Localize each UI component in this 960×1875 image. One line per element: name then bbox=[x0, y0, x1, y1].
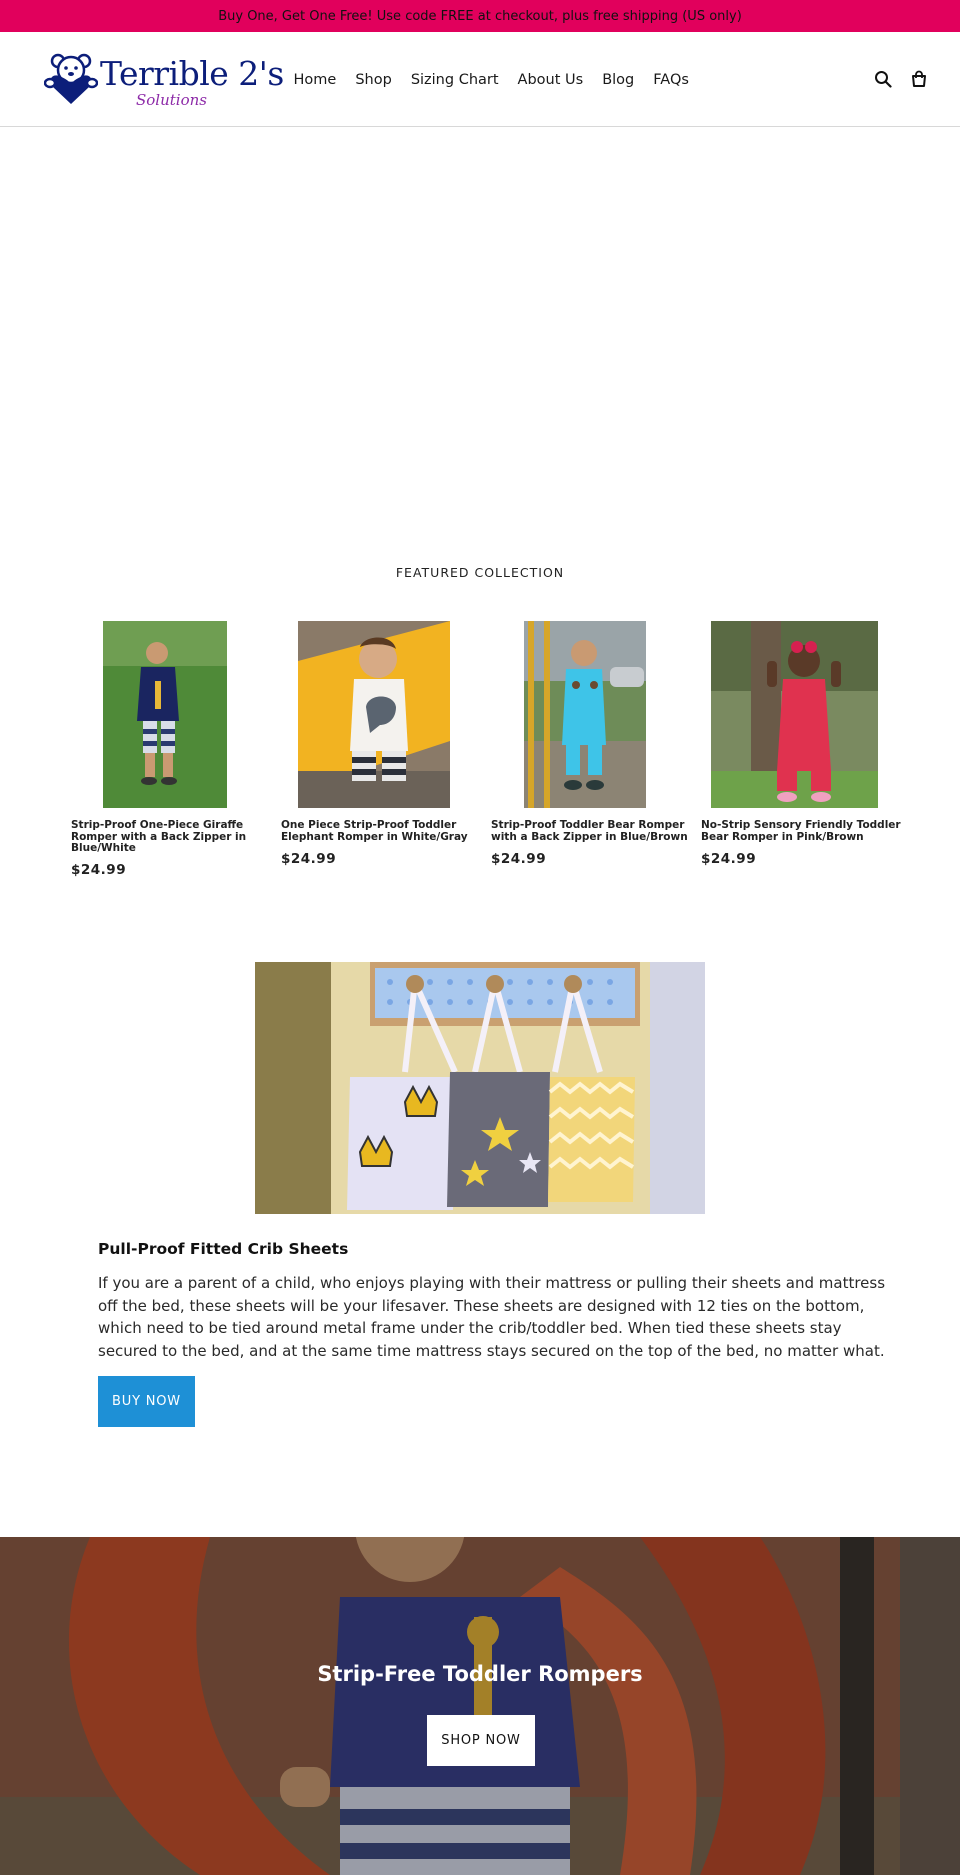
teddy-bear-heart-icon bbox=[44, 52, 98, 106]
product-price: $24.99 bbox=[281, 851, 337, 867]
search-icon[interactable] bbox=[872, 68, 894, 90]
nav-item-sizing-chart[interactable]: Sizing Chart bbox=[410, 71, 499, 88]
main-nav bbox=[284, 32, 698, 127]
logo[interactable] bbox=[44, 48, 284, 110]
logo-name: Terrible 2's bbox=[100, 54, 284, 93]
header-icons bbox=[858, 68, 930, 90]
product-price: $24.99 bbox=[701, 851, 757, 867]
product-image[interactable] bbox=[524, 621, 646, 808]
product-image[interactable] bbox=[298, 621, 450, 808]
rompers-banner-image bbox=[0, 1537, 960, 1875]
product-name[interactable]: Strip-Proof Toddler Bear Romper with a Back Zipper in Blue/Brown bbox=[491, 819, 688, 843]
product-price: $24.99 bbox=[491, 851, 547, 867]
nav-item-home[interactable]: Home bbox=[293, 71, 337, 88]
announcement-text: Buy One, Get One Free! Use code FREE at checkout, plus free shipping (US only) bbox=[218, 8, 742, 24]
shop-now-button[interactable]: SHOP NOW bbox=[427, 1715, 535, 1766]
nav-item-blog[interactable]: Blog bbox=[602, 71, 635, 88]
nav-item-faqs[interactable]: FAQs bbox=[653, 71, 689, 88]
crib-sheets-image bbox=[255, 962, 705, 1214]
product-image[interactable] bbox=[711, 621, 878, 808]
product-grid bbox=[71, 621, 901, 881]
promo-description: If you are a parent of a child, who enjoys playing with their mattress or pulling their sheets and mattress off the bed, these sheets will be your lifesaver. These sheets are designed with 12 ties on the bottom, which need to be tied around metal frame under the crib/toddler bed. When tied these sheets stay secured to the bed, and at the same time mattress stays secured on the top of the bed, no matter what. bbox=[98, 1274, 886, 1360]
site-header bbox=[0, 32, 960, 127]
announcement-bar bbox=[0, 0, 960, 32]
banner-title: Strip-Free Toddler Rompers bbox=[317, 1662, 643, 1686]
product-name[interactable]: One Piece Strip-Proof Toddler Elephant Romper in White/Gray bbox=[281, 819, 468, 843]
hero-slideshow bbox=[0, 128, 960, 528]
promo-title: Pull-Proof Fitted Crib Sheets bbox=[98, 1240, 349, 1258]
featured-collection-title: FEATURED COLLECTION bbox=[395, 565, 565, 580]
buy-now-button[interactable]: BUY NOW bbox=[98, 1376, 195, 1427]
nav-item-shop[interactable]: Shop bbox=[355, 71, 392, 88]
logo-tagline: Solutions bbox=[136, 91, 207, 109]
product-name[interactable]: Strip-Proof One-Piece Giraffe Romper with a Back Zipper in Blue/White bbox=[71, 819, 247, 854]
nav-item-about-us[interactable]: About Us bbox=[517, 71, 584, 88]
product-name[interactable]: No-Strip Sensory Friendly Toddler Bear Romper in Pink/Brown bbox=[701, 819, 901, 843]
cart-icon[interactable] bbox=[908, 68, 930, 90]
product-image[interactable] bbox=[103, 621, 227, 808]
product-price: $24.99 bbox=[71, 862, 127, 878]
